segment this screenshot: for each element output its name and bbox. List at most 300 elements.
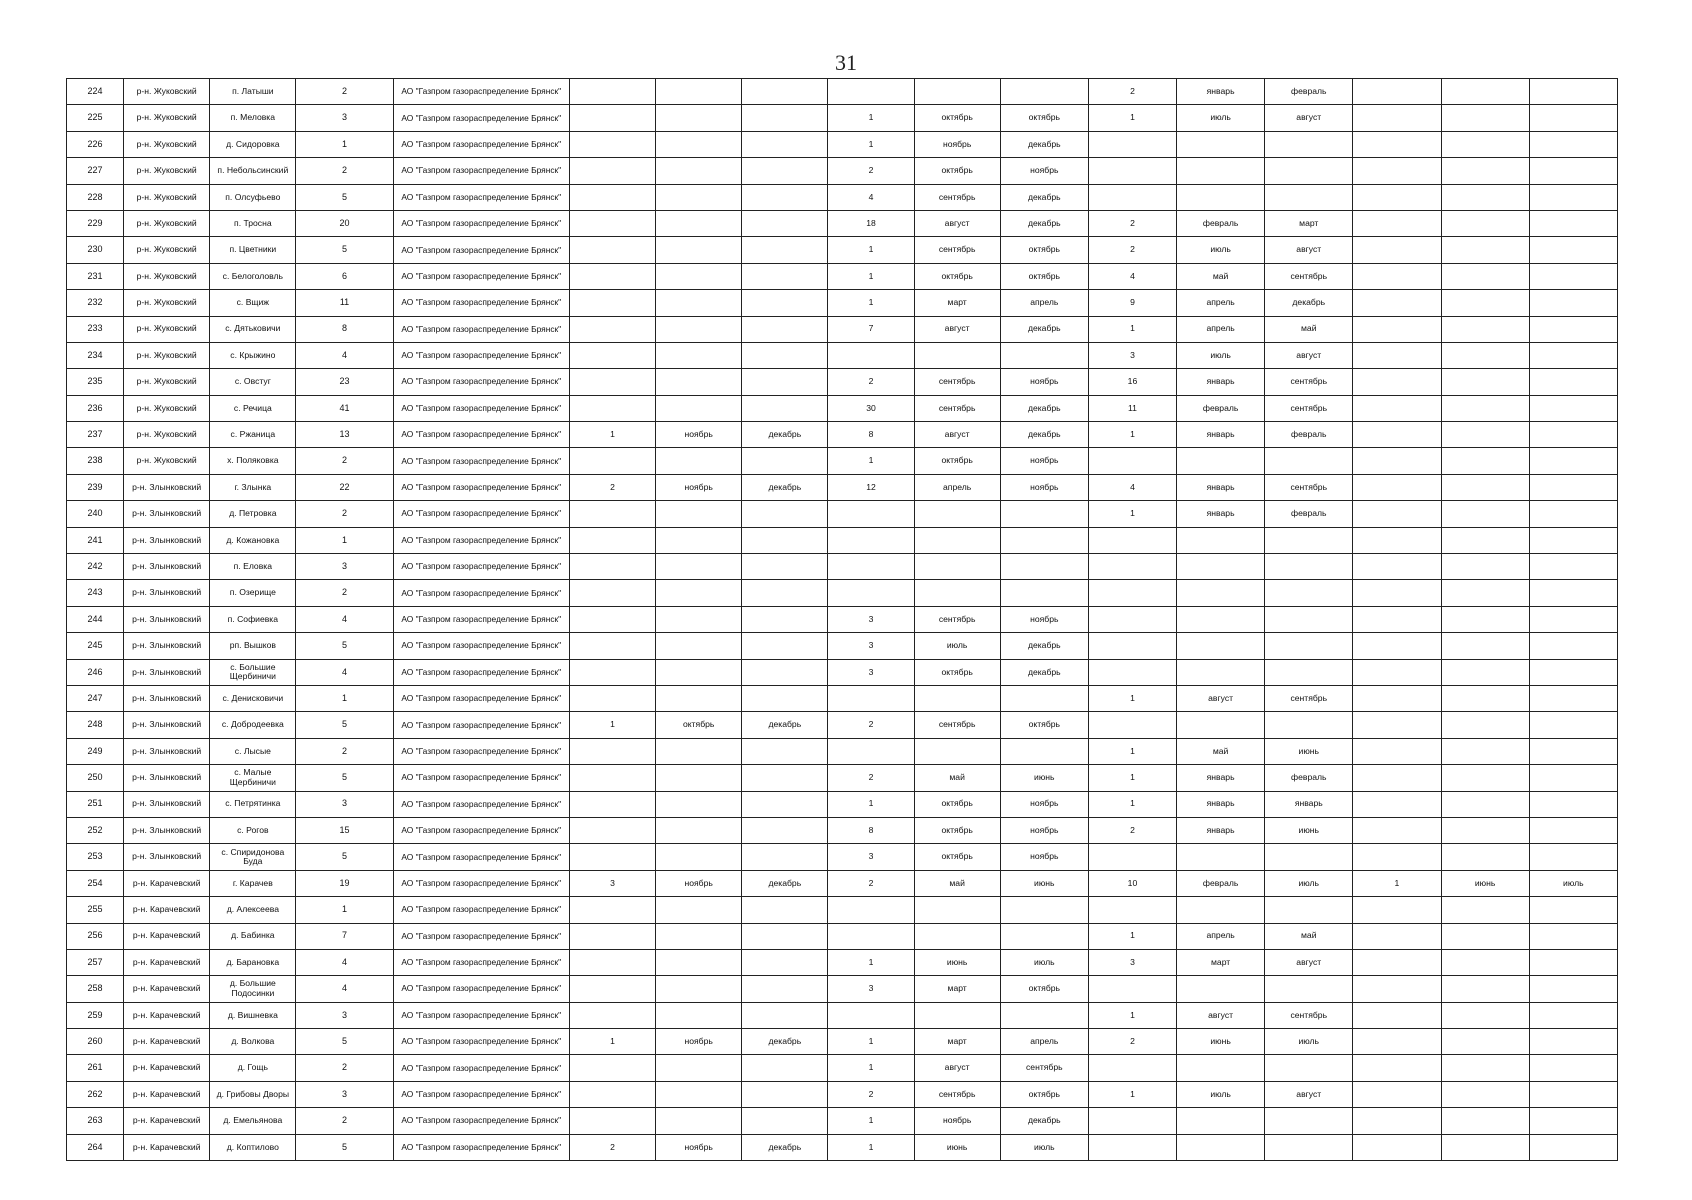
cell-stage4-start xyxy=(1441,474,1529,500)
cell-stage2-start: октябрь xyxy=(914,844,1000,870)
cell-stage2-count xyxy=(828,79,914,105)
cell-stage3-end: сентябрь xyxy=(1265,685,1353,711)
cell-households-total: 2 xyxy=(296,79,393,105)
cell-stage2-start: сентябрь xyxy=(914,1081,1000,1107)
cell-stage3-end: декабрь xyxy=(1265,290,1353,316)
cell-settlement: д. Коптилово xyxy=(210,1134,296,1160)
cell-stage4-end xyxy=(1529,1081,1617,1107)
cell-stage4-start xyxy=(1441,1002,1529,1028)
cell-stage3-end xyxy=(1265,712,1353,738)
cell-stage1-start: ноябрь xyxy=(656,870,742,896)
cell-households-total: 19 xyxy=(296,870,393,896)
cell-district: р-н. Карачевский xyxy=(124,1134,210,1160)
cell-stage3-start xyxy=(1177,606,1265,632)
cell-row-number: 252 xyxy=(67,817,124,843)
cell-stage2-count: 2 xyxy=(828,1081,914,1107)
cell-settlement: д. Гощь xyxy=(210,1055,296,1081)
cell-stage1-count xyxy=(569,1002,655,1028)
cell-stage1-count xyxy=(569,1055,655,1081)
cell-stage4-end xyxy=(1529,1029,1617,1055)
cell-stage2-start: сентябрь xyxy=(914,369,1000,395)
cell-stage1-end xyxy=(742,1002,828,1028)
cell-district: р-н. Карачевский xyxy=(124,949,210,975)
cell-row-number: 226 xyxy=(67,131,124,157)
cell-gas-distribution-org: АО "Газпром газораспределение Брянск" xyxy=(393,131,569,157)
cell-district: р-н. Карачевский xyxy=(124,1108,210,1134)
cell-households-total: 8 xyxy=(296,316,393,342)
cell-stage1-count xyxy=(569,1081,655,1107)
cell-stage3-end: июль xyxy=(1265,1029,1353,1055)
table-row xyxy=(67,949,1618,975)
table-row xyxy=(67,1081,1618,1107)
cell-stage2-end xyxy=(1000,527,1088,553)
cell-stage3-start: апрель xyxy=(1177,290,1265,316)
cell-households-total: 1 xyxy=(296,131,393,157)
cell-stage2-count xyxy=(828,897,914,923)
cell-stage4-start xyxy=(1441,685,1529,711)
cell-stage1-start xyxy=(656,342,742,368)
cell-stage4-count xyxy=(1353,844,1441,870)
cell-stage3-end xyxy=(1265,158,1353,184)
cell-gas-distribution-org: АО "Газпром газораспределение Брянск" xyxy=(393,606,569,632)
cell-settlement: г. Карачев xyxy=(210,870,296,896)
cell-stage1-end: декабрь xyxy=(742,474,828,500)
cell-stage4-start xyxy=(1441,105,1529,131)
cell-stage4-count xyxy=(1353,105,1441,131)
table-row xyxy=(67,474,1618,500)
cell-district: р-н. Карачевский xyxy=(124,870,210,896)
cell-stage1-start xyxy=(656,237,742,263)
cell-stage4-end xyxy=(1529,527,1617,553)
cell-gas-distribution-org: АО "Газпром газораспределение Брянск" xyxy=(393,685,569,711)
cell-stage2-count: 2 xyxy=(828,765,914,791)
cell-stage2-count xyxy=(828,554,914,580)
cell-stage2-count xyxy=(828,738,914,764)
cell-row-number: 260 xyxy=(67,1029,124,1055)
cell-stage4-count xyxy=(1353,817,1441,843)
cell-stage1-count xyxy=(569,1108,655,1134)
cell-gas-distribution-org: АО "Газпром газораспределение Брянск" xyxy=(393,422,569,448)
cell-households-total: 7 xyxy=(296,923,393,949)
cell-stage2-end xyxy=(1000,738,1088,764)
cell-stage3-start xyxy=(1177,897,1265,923)
cell-stage3-start: январь xyxy=(1177,422,1265,448)
cell-stage1-start xyxy=(656,791,742,817)
cell-stage2-start xyxy=(914,79,1000,105)
cell-stage4-count xyxy=(1353,342,1441,368)
table-row xyxy=(67,237,1618,263)
cell-district: р-н. Жуковский xyxy=(124,316,210,342)
cell-stage2-end: ноябрь xyxy=(1000,369,1088,395)
cell-stage1-start xyxy=(656,448,742,474)
cell-stage4-start xyxy=(1441,210,1529,236)
cell-stage3-start: март xyxy=(1177,949,1265,975)
cell-district: р-н. Жуковский xyxy=(124,448,210,474)
cell-stage1-end xyxy=(742,342,828,368)
cell-district: р-н. Злынковский xyxy=(124,791,210,817)
table-row xyxy=(67,1108,1618,1134)
table-row xyxy=(67,210,1618,236)
cell-stage1-end xyxy=(742,949,828,975)
cell-stage2-count: 3 xyxy=(828,633,914,659)
cell-stage1-end xyxy=(742,1055,828,1081)
cell-stage3-end xyxy=(1265,633,1353,659)
cell-stage3-count: 11 xyxy=(1088,395,1176,421)
cell-stage4-count xyxy=(1353,184,1441,210)
cell-stage2-end: ноябрь xyxy=(1000,791,1088,817)
cell-stage4-start xyxy=(1441,844,1529,870)
cell-stage2-end: декабрь xyxy=(1000,131,1088,157)
cell-district: р-н. Жуковский xyxy=(124,395,210,421)
cell-stage1-end xyxy=(742,290,828,316)
cell-stage2-start: август xyxy=(914,422,1000,448)
cell-stage3-count: 3 xyxy=(1088,949,1176,975)
cell-row-number: 247 xyxy=(67,685,124,711)
cell-district: р-н. Карачевский xyxy=(124,1081,210,1107)
cell-stage2-start: март xyxy=(914,290,1000,316)
cell-stage1-count xyxy=(569,817,655,843)
cell-stage3-end: сентябрь xyxy=(1265,474,1353,500)
cell-stage4-end xyxy=(1529,210,1617,236)
cell-stage1-end: декабрь xyxy=(742,422,828,448)
cell-stage1-start: октябрь xyxy=(656,712,742,738)
cell-stage4-end xyxy=(1529,765,1617,791)
cell-stage2-end: апрель xyxy=(1000,1029,1088,1055)
cell-stage4-start xyxy=(1441,765,1529,791)
table-row xyxy=(67,580,1618,606)
cell-stage1-start xyxy=(656,606,742,632)
cell-stage1-end xyxy=(742,1108,828,1134)
cell-district: р-н. Карачевский xyxy=(124,1029,210,1055)
cell-stage3-end xyxy=(1265,1134,1353,1160)
cell-stage4-start xyxy=(1441,554,1529,580)
cell-stage3-count xyxy=(1088,659,1176,685)
cell-stage2-count: 1 xyxy=(828,1029,914,1055)
cell-stage4-count xyxy=(1353,210,1441,236)
cell-stage4-count xyxy=(1353,527,1441,553)
cell-households-total: 23 xyxy=(296,369,393,395)
cell-settlement: с. Белоголовль xyxy=(210,263,296,289)
cell-stage3-start: январь xyxy=(1177,791,1265,817)
cell-settlement: х. Поляковка xyxy=(210,448,296,474)
cell-gas-distribution-org: АО "Газпром газораспределение Брянск" xyxy=(393,263,569,289)
cell-stage3-count: 1 xyxy=(1088,1081,1176,1107)
cell-stage2-end: ноябрь xyxy=(1000,817,1088,843)
cell-stage1-start xyxy=(656,290,742,316)
cell-district: р-н. Злынковский xyxy=(124,765,210,791)
cell-stage3-end xyxy=(1265,131,1353,157)
cell-gas-distribution-org: АО "Газпром газораспределение Брянск" xyxy=(393,633,569,659)
cell-gas-distribution-org: АО "Газпром газораспределение Брянск" xyxy=(393,184,569,210)
cell-stage4-end xyxy=(1529,184,1617,210)
cell-stage4-start xyxy=(1441,1055,1529,1081)
cell-stage2-count: 4 xyxy=(828,184,914,210)
cell-district: р-н. Злынковский xyxy=(124,844,210,870)
cell-stage3-count: 1 xyxy=(1088,738,1176,764)
cell-gas-distribution-org: АО "Газпром газораспределение Брянск" xyxy=(393,1055,569,1081)
cell-settlement: с. Добродеевка xyxy=(210,712,296,738)
cell-stage2-start: октябрь xyxy=(914,105,1000,131)
table-row xyxy=(67,554,1618,580)
cell-stage3-end: январь xyxy=(1265,791,1353,817)
cell-row-number: 230 xyxy=(67,237,124,263)
cell-stage1-start: ноябрь xyxy=(656,474,742,500)
cell-stage2-end xyxy=(1000,580,1088,606)
cell-stage3-count xyxy=(1088,1055,1176,1081)
cell-gas-distribution-org: АО "Газпром газораспределение Брянск" xyxy=(393,1108,569,1134)
cell-stage4-start xyxy=(1441,791,1529,817)
cell-stage2-count: 3 xyxy=(828,844,914,870)
cell-gas-distribution-org: АО "Газпром газораспределение Брянск" xyxy=(393,976,569,1002)
cell-stage3-count: 2 xyxy=(1088,79,1176,105)
cell-households-total: 4 xyxy=(296,976,393,1002)
cell-stage2-start xyxy=(914,501,1000,527)
cell-stage3-end xyxy=(1265,527,1353,553)
cell-stage4-count xyxy=(1353,158,1441,184)
cell-stage4-count xyxy=(1353,1002,1441,1028)
cell-households-total: 3 xyxy=(296,791,393,817)
cell-households-total: 2 xyxy=(296,1108,393,1134)
table-row xyxy=(67,158,1618,184)
cell-stage4-end xyxy=(1529,448,1617,474)
table-row xyxy=(67,501,1618,527)
cell-stage4-end xyxy=(1529,1108,1617,1134)
cell-gas-distribution-org: АО "Газпром газораспределение Брянск" xyxy=(393,501,569,527)
cell-row-number: 239 xyxy=(67,474,124,500)
cell-gas-distribution-org: АО "Газпром газораспределение Брянск" xyxy=(393,554,569,580)
cell-row-number: 262 xyxy=(67,1081,124,1107)
cell-stage2-end: сентябрь xyxy=(1000,1055,1088,1081)
cell-settlement: д. Бабинка xyxy=(210,923,296,949)
cell-stage1-start: ноябрь xyxy=(656,1134,742,1160)
cell-stage3-end: июнь xyxy=(1265,738,1353,764)
cell-settlement: с. Большие Щербиничи xyxy=(210,659,296,685)
cell-stage4-start xyxy=(1441,1108,1529,1134)
cell-settlement: с. Рогов xyxy=(210,817,296,843)
cell-settlement: г. Злынка xyxy=(210,474,296,500)
cell-district: р-н. Злынковский xyxy=(124,501,210,527)
table-row xyxy=(67,633,1618,659)
cell-district: р-н. Жуковский xyxy=(124,79,210,105)
cell-stage3-start: январь xyxy=(1177,79,1265,105)
cell-stage2-count xyxy=(828,580,914,606)
cell-stage4-count: 1 xyxy=(1353,870,1441,896)
cell-households-total: 3 xyxy=(296,554,393,580)
cell-stage2-count: 1 xyxy=(828,237,914,263)
cell-row-number: 250 xyxy=(67,765,124,791)
cell-stage1-end xyxy=(742,501,828,527)
cell-stage3-start: июль xyxy=(1177,105,1265,131)
cell-stage3-count: 9 xyxy=(1088,290,1176,316)
cell-stage1-start xyxy=(656,554,742,580)
cell-stage3-start: июль xyxy=(1177,342,1265,368)
cell-stage4-count xyxy=(1353,263,1441,289)
cell-district: р-н. Жуковский xyxy=(124,290,210,316)
cell-stage2-end: ноябрь xyxy=(1000,474,1088,500)
cell-households-total: 2 xyxy=(296,738,393,764)
cell-stage4-count xyxy=(1353,685,1441,711)
cell-settlement: д. Вишневка xyxy=(210,1002,296,1028)
cell-stage4-end xyxy=(1529,1134,1617,1160)
cell-stage2-count: 1 xyxy=(828,791,914,817)
cell-stage1-start xyxy=(656,659,742,685)
cell-stage3-count xyxy=(1088,844,1176,870)
cell-stage4-start xyxy=(1441,158,1529,184)
cell-households-total: 1 xyxy=(296,527,393,553)
cell-stage4-count xyxy=(1353,923,1441,949)
cell-stage4-end xyxy=(1529,949,1617,975)
table-row xyxy=(67,316,1618,342)
cell-stage2-start: август xyxy=(914,316,1000,342)
cell-district: р-н. Злынковский xyxy=(124,527,210,553)
cell-stage2-count: 1 xyxy=(828,131,914,157)
cell-stage3-count: 4 xyxy=(1088,474,1176,500)
cell-stage1-end xyxy=(742,210,828,236)
cell-stage3-start xyxy=(1177,1108,1265,1134)
cell-stage1-start xyxy=(656,949,742,975)
cell-stage4-start xyxy=(1441,131,1529,157)
cell-stage3-count xyxy=(1088,606,1176,632)
cell-stage1-count xyxy=(569,184,655,210)
cell-stage3-end: сентябрь xyxy=(1265,1002,1353,1028)
cell-stage4-end xyxy=(1529,131,1617,157)
cell-stage2-start xyxy=(914,685,1000,711)
cell-households-total: 3 xyxy=(296,1081,393,1107)
cell-households-total: 4 xyxy=(296,949,393,975)
cell-stage3-start xyxy=(1177,131,1265,157)
cell-stage4-count xyxy=(1353,501,1441,527)
cell-stage2-end: апрель xyxy=(1000,290,1088,316)
table-row xyxy=(67,844,1618,870)
cell-stage1-start xyxy=(656,1081,742,1107)
cell-stage2-count xyxy=(828,342,914,368)
cell-stage2-end: декабрь xyxy=(1000,422,1088,448)
table-row xyxy=(67,976,1618,1002)
cell-row-number: 243 xyxy=(67,580,124,606)
cell-stage2-count: 1 xyxy=(828,290,914,316)
cell-settlement: с. Денисковичи xyxy=(210,685,296,711)
cell-settlement: д. Сидоровка xyxy=(210,131,296,157)
cell-stage2-end: октябрь xyxy=(1000,237,1088,263)
cell-stage2-end xyxy=(1000,897,1088,923)
cell-settlement: п. Софиевка xyxy=(210,606,296,632)
cell-stage3-start: февраль xyxy=(1177,870,1265,896)
cell-stage4-end xyxy=(1529,474,1617,500)
cell-stage4-end xyxy=(1529,501,1617,527)
cell-district: р-н. Карачевский xyxy=(124,897,210,923)
cell-stage2-end xyxy=(1000,685,1088,711)
cell-stage1-count xyxy=(569,633,655,659)
cell-stage1-count xyxy=(569,659,655,685)
cell-gas-distribution-org: АО "Газпром газораспределение Брянск" xyxy=(393,79,569,105)
cell-stage3-start: август xyxy=(1177,685,1265,711)
cell-stage4-start xyxy=(1441,448,1529,474)
cell-stage3-start: январь xyxy=(1177,501,1265,527)
cell-stage1-end xyxy=(742,659,828,685)
cell-row-number: 236 xyxy=(67,395,124,421)
cell-stage2-end: декабрь xyxy=(1000,395,1088,421)
cell-stage1-start: ноябрь xyxy=(656,422,742,448)
cell-district: р-н. Жуковский xyxy=(124,369,210,395)
cell-district: р-н. Злынковский xyxy=(124,474,210,500)
table-row xyxy=(67,1029,1618,1055)
cell-stage2-count: 12 xyxy=(828,474,914,500)
cell-stage1-count xyxy=(569,369,655,395)
table-row xyxy=(67,685,1618,711)
cell-stage1-start xyxy=(656,844,742,870)
cell-stage3-start xyxy=(1177,633,1265,659)
cell-stage3-end: май xyxy=(1265,316,1353,342)
table-row xyxy=(67,422,1618,448)
cell-stage1-end xyxy=(742,105,828,131)
cell-settlement: д. Большие Подосинки xyxy=(210,976,296,1002)
cell-stage3-start xyxy=(1177,659,1265,685)
cell-settlement: д. Барановка xyxy=(210,949,296,975)
cell-gas-distribution-org: АО "Газпром газораспределение Брянск" xyxy=(393,1002,569,1028)
cell-gas-distribution-org: АО "Газпром газораспределение Брянск" xyxy=(393,290,569,316)
cell-settlement: д. Волкова xyxy=(210,1029,296,1055)
cell-households-total: 5 xyxy=(296,1029,393,1055)
cell-stage4-end xyxy=(1529,738,1617,764)
cell-row-number: 238 xyxy=(67,448,124,474)
cell-row-number: 240 xyxy=(67,501,124,527)
cell-stage2-count xyxy=(828,685,914,711)
cell-gas-distribution-org: АО "Газпром газораспределение Брянск" xyxy=(393,817,569,843)
cell-stage4-count xyxy=(1353,738,1441,764)
cell-stage1-count xyxy=(569,949,655,975)
cell-households-total: 3 xyxy=(296,1002,393,1028)
cell-stage4-count xyxy=(1353,791,1441,817)
cell-stage2-end: июль xyxy=(1000,949,1088,975)
cell-district: р-н. Карачевский xyxy=(124,923,210,949)
cell-stage3-end xyxy=(1265,554,1353,580)
cell-stage1-count xyxy=(569,923,655,949)
cell-stage1-end xyxy=(742,976,828,1002)
cell-stage2-count: 8 xyxy=(828,422,914,448)
cell-row-number: 261 xyxy=(67,1055,124,1081)
cell-stage1-start xyxy=(656,738,742,764)
cell-stage1-count xyxy=(569,554,655,580)
table-row xyxy=(67,184,1618,210)
cell-stage1-start xyxy=(656,1055,742,1081)
cell-stage2-count: 8 xyxy=(828,817,914,843)
table-row xyxy=(67,1134,1618,1160)
cell-stage1-start xyxy=(656,369,742,395)
cell-stage4-start xyxy=(1441,501,1529,527)
cell-stage4-count xyxy=(1353,474,1441,500)
cell-gas-distribution-org: АО "Газпром газораспределение Брянск" xyxy=(393,316,569,342)
table-row xyxy=(67,870,1618,896)
cell-gas-distribution-org: АО "Газпром газораспределение Брянск" xyxy=(393,765,569,791)
cell-stage2-start: апрель xyxy=(914,474,1000,500)
cell-stage1-end xyxy=(742,448,828,474)
cell-stage1-end xyxy=(742,131,828,157)
cell-stage3-count: 2 xyxy=(1088,237,1176,263)
cell-stage4-end xyxy=(1529,633,1617,659)
cell-stage3-start xyxy=(1177,554,1265,580)
cell-stage4-start xyxy=(1441,263,1529,289)
cell-settlement: с. Вщиж xyxy=(210,290,296,316)
cell-row-number: 258 xyxy=(67,976,124,1002)
cell-district: р-н. Злынковский xyxy=(124,712,210,738)
cell-stage3-start: январь xyxy=(1177,474,1265,500)
cell-settlement: п. Озерище xyxy=(210,580,296,606)
cell-row-number: 242 xyxy=(67,554,124,580)
cell-stage4-end xyxy=(1529,105,1617,131)
cell-stage4-count xyxy=(1353,316,1441,342)
cell-stage4-count xyxy=(1353,554,1441,580)
cell-stage2-start: июль xyxy=(914,633,1000,659)
